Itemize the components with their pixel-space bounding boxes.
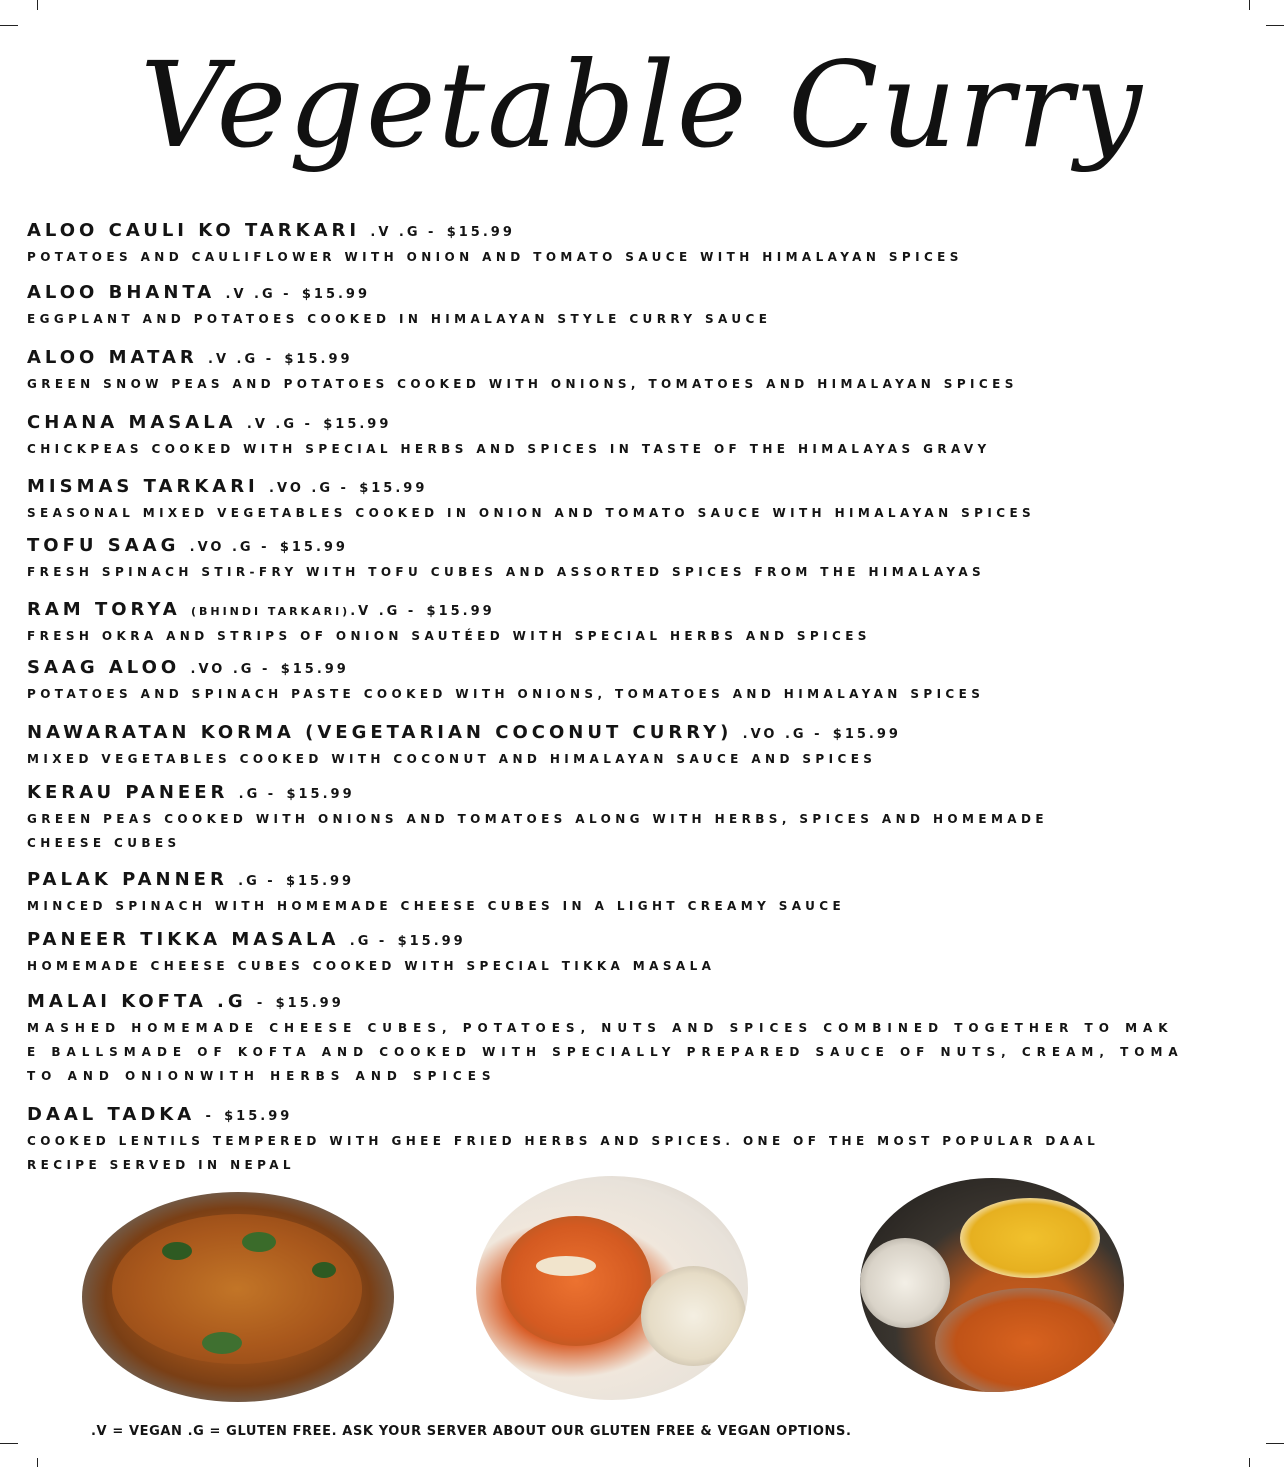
food-photo-chana-daal [860, 1178, 1124, 1392]
item-name: TOFU SAAG [27, 535, 180, 556]
menu-item [27, 474, 1257, 525]
item-name: KERAU PANEER [27, 782, 229, 803]
item-price: $15.99 [323, 417, 392, 432]
item-tags: .V .G - [246, 417, 313, 432]
item-tags: .V .G - [225, 287, 292, 302]
item-description: MIXED VEGETABLES COOKED WITH COCONUT AND HIMALAYAN SAUCE AND SPICES [27, 752, 877, 766]
menu-item [27, 720, 1257, 771]
item-name: SAAG ALOO [27, 657, 181, 678]
item-description: POTATOES AND SPINACH PASTE COOKED WITH ONIONS, TOMATOES AND HIMALAYAN SPICES [27, 687, 985, 701]
item-description: POTATOES AND CAULIFLOWER WITH ONION AND TOMATO SAUCE WITH HIMALAYAN SPICES [27, 250, 963, 264]
item-tags: .VO .G - [190, 662, 271, 677]
item-description: FRESH SPINACH STIR-FRY WITH TOFU CUBES AND ASSORTED SPICES FROM THE HIMALAYAS [27, 565, 986, 579]
crop-mark [1249, 1458, 1250, 1467]
crop-mark [37, 1458, 38, 1467]
item-tags: .VO .G - [742, 727, 823, 742]
food-photo-korma [476, 1176, 748, 1400]
item-description: HOMEMADE CHEESE CUBES COOKED WITH SPECIAL TIKKA MASALA [27, 959, 716, 973]
menu-item [27, 218, 1257, 269]
item-name: ALOO BHANTA [27, 282, 216, 303]
item-price: $15.99 [284, 352, 353, 367]
item-description: CHICKPEAS COOKED WITH SPECIAL HERBS AND SPICES IN TASTE OF THE HIMALAYAS GRAVY [27, 442, 991, 456]
food-photo-saag-curry [82, 1192, 394, 1402]
crop-mark [37, 0, 38, 10]
item-tags: .G - [238, 787, 277, 802]
item-name: CHANA MASALA [27, 412, 237, 433]
item-price: $15.99 [279, 540, 348, 555]
item-price: $15.99 [832, 727, 901, 742]
menu-item [27, 345, 1257, 396]
item-description: CHEESE CUBES [27, 836, 181, 850]
item-description: MASHED HOMEMADE CHEESE CUBES, POTATOES, NUTS AND SPICES COMBINED TOGETHER TO MAK [27, 1021, 1174, 1035]
item-tags: - [256, 996, 266, 1011]
item-tags: .V .G - [350, 604, 417, 619]
item-description: EGGPLANT AND POTATOES COOKED IN HIMALAYAN STYLE CURRY SAUCE [27, 312, 772, 326]
item-name: MALAI KOFTA .G [27, 991, 247, 1012]
item-description: GREEN PEAS COOKED WITH ONIONS AND TOMATOES ALONG WITH HERBS, SPICES AND HOMEMADE [27, 812, 1048, 826]
footer-note: .V = VEGAN .G = GLUTEN FREE. ASK YOUR SERVER ABOUT OUR GLUTEN FREE & VEGAN OPTIONS. [91, 1424, 852, 1439]
item-name: ALOO CAULI KO TARKARI [27, 220, 361, 241]
item-tags: .G - [238, 874, 276, 889]
menu-item [27, 1102, 1257, 1177]
item-price: $15.99 [286, 787, 355, 802]
item-description: MINCED SPINACH WITH HOMEMADE CHEESE CUBES IN A LIGHT CREAMY SAUCE [27, 899, 846, 913]
item-name: NAWARATAN KORMA (VEGETARIAN COCONUT CURRY) [27, 722, 733, 743]
item-description: RECIPE SERVED IN NEPAL [27, 1158, 295, 1172]
item-description: COOKED LENTILS TEMPERED WITH GHEE FRIED HERBS AND SPICES. ONE OF THE MOST POPULAR DAAL [27, 1134, 1100, 1148]
menu-item [27, 780, 1257, 855]
item-description: GREEN SNOW PEAS AND POTATOES COOKED WITH ONIONS, TOMATOES AND HIMALAYAN SPICES [27, 377, 1018, 391]
item-price: $15.99 [426, 604, 495, 619]
item-name: PANEER TIKKA MASALA [27, 929, 340, 950]
item-name: MISMAS TARKARI [27, 476, 259, 497]
item-name: RAM TORYA [27, 599, 181, 620]
menu-item [27, 927, 1257, 978]
menu-item [27, 597, 1257, 648]
item-price: $15.99 [397, 934, 466, 949]
item-tags: .G - [349, 934, 388, 949]
crop-mark [1249, 0, 1250, 10]
item-price: $15.99 [224, 1109, 293, 1124]
item-tags: .V .G - [370, 225, 437, 240]
item-description: TO AND ONIONWITH HERBS AND SPICES [27, 1069, 497, 1083]
item-description: FRESH OKRA AND STRIPS OF ONION SAUTÉED WITH SPECIAL HERBS AND SPICES [27, 629, 871, 643]
item-tags: .VO .G - [189, 540, 270, 555]
item-tags: .V .G - [208, 352, 275, 367]
menu-item [27, 410, 1257, 461]
item-price: $15.99 [275, 996, 344, 1011]
item-description: E BALLSMADE OF KOFTA AND COOKED WITH SPECIALLY PREPARED SAUCE OF NUTS, CREAM, TOMA [27, 1045, 1184, 1059]
page-title: Vegetable Curry [140, 36, 1144, 174]
item-tags: .VO .G - [269, 481, 349, 496]
item-price: $15.99 [285, 874, 355, 889]
menu-item [27, 655, 1257, 706]
menu-item [27, 867, 1257, 918]
item-price: $15.99 [359, 481, 428, 496]
item-tags: - [205, 1109, 214, 1124]
menu-item [27, 989, 1257, 1088]
crop-mark [1266, 1443, 1284, 1444]
item-price: $15.99 [280, 662, 349, 677]
menu-item [27, 280, 1257, 331]
item-name: ALOO MATAR [27, 347, 198, 368]
item-description: SEASONAL MIXED VEGETABLES COOKED IN ONION AND TOMATO SAUCE WITH HIMALAYAN SPICES [27, 506, 1036, 520]
menu-item [27, 533, 1257, 584]
item-price: $15.99 [446, 225, 515, 240]
item-name: PALAK PANNER [27, 869, 228, 890]
item-name: DAAL TADKA [27, 1104, 196, 1125]
crop-mark [0, 1443, 18, 1444]
item-subtitle: (BHINDI TARKARI) [190, 605, 351, 618]
item-price: $15.99 [301, 287, 371, 302]
